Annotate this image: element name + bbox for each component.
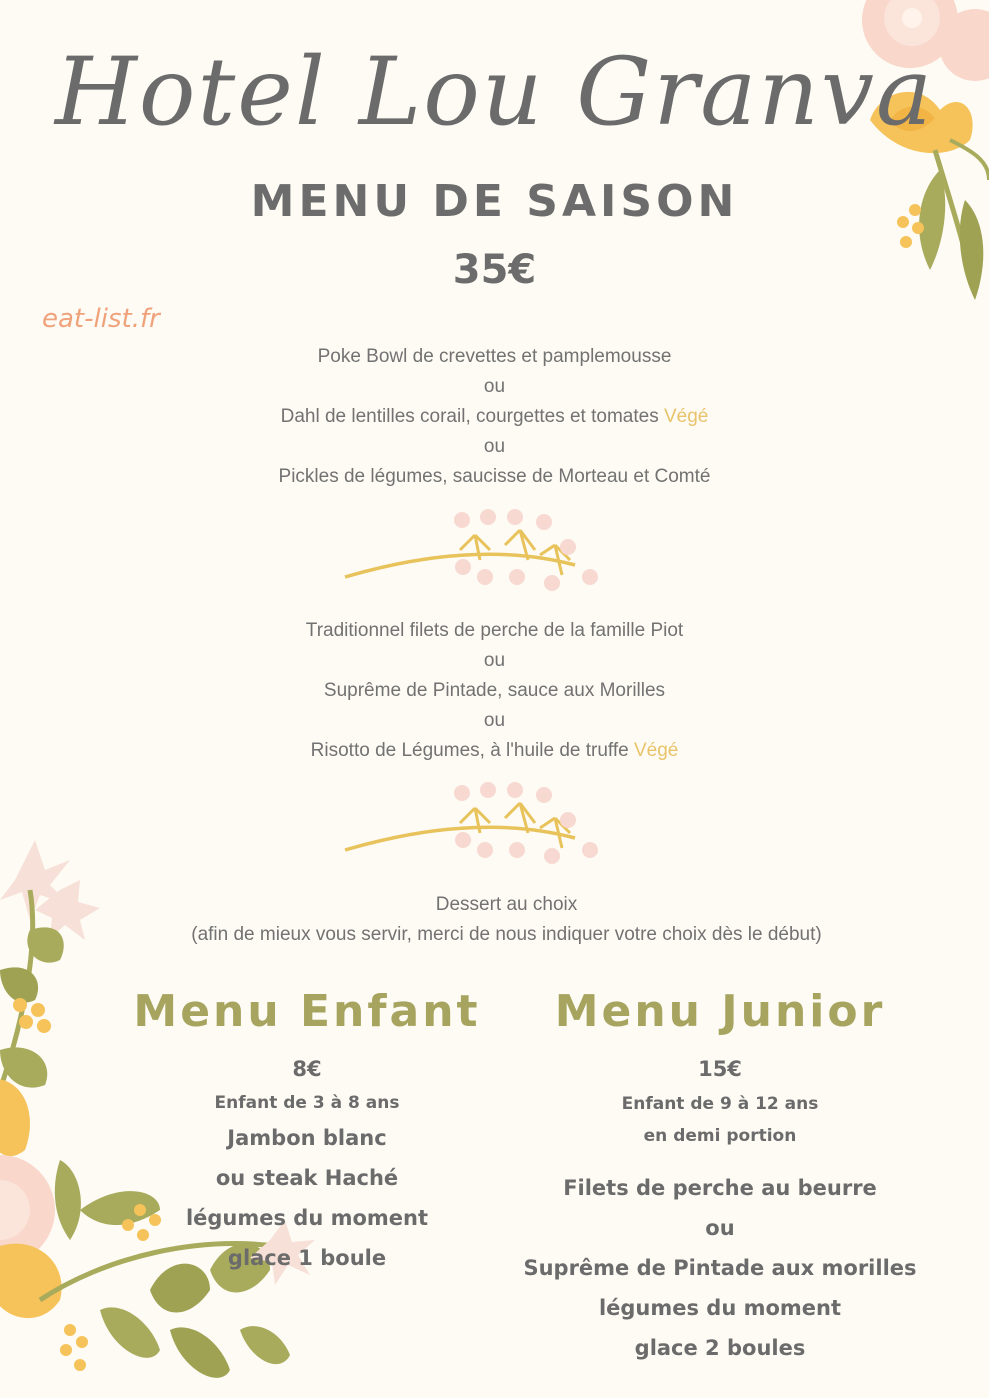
menu-enfant-item: Jambon blanc [227, 1126, 387, 1150]
menu-junior-item: ou [705, 1216, 735, 1240]
mains-list [0, 616, 989, 766]
menu-junior-item: glace 2 boules [634, 1336, 806, 1360]
menu-junior-item: Filets de perche au beurre [563, 1176, 877, 1200]
menu-price: 35€ [452, 247, 537, 293]
menu-junior-price: 15€ [698, 1057, 742, 1081]
starter-line: Dahl de lentilles corail, courgettes et tomates Végé [280, 406, 709, 427]
menu-enfant-item: ou steak Haché [215, 1166, 399, 1190]
main-line: Risotto de Légumes, à l'huile de truffe Végé [310, 740, 679, 761]
menu-enfant [117, 982, 497, 1278]
menu-junior-title: Menu Junior [554, 986, 886, 1037]
menu-junior-item: Suprême de Pintade aux morilles [523, 1256, 917, 1280]
starter-line: ou [483, 376, 506, 397]
watermark-link[interactable]: eat-list.fr [42, 304, 160, 334]
dessert-title: Dessert au choix [435, 894, 578, 915]
main-line: ou [483, 710, 506, 731]
starters-list [0, 342, 989, 492]
starter-line: Pickles de légumes, saucisse de Morteau et Comté [278, 466, 711, 487]
menu-title: MENU DE SAISON [250, 176, 739, 227]
vege-tag: Végé [663, 406, 709, 427]
menu-enfant-price: 8€ [292, 1057, 322, 1081]
dessert-note: (afin de mieux vous servir, merci de nous indiquer votre choix dès le début) [191, 924, 822, 945]
menu-junior [520, 982, 920, 1368]
main-line: ou [483, 650, 506, 671]
menu-enfant-title: Menu Enfant [133, 986, 481, 1037]
menu-enfant-item: glace 1 boule [227, 1246, 387, 1270]
sprig-divider-icon [340, 778, 610, 868]
menu-junior-age: Enfant de 9 à 12 ans [621, 1094, 819, 1114]
menu-junior-item: légumes du moment [598, 1296, 842, 1320]
main-line: Suprême de Pintade, sauce aux Morilles [323, 680, 666, 701]
main-line: Traditionnel filets de perche de la famille Piot [305, 620, 684, 641]
menu-junior-age-note: en demi portion [643, 1126, 797, 1146]
starter-line: ou [483, 436, 506, 457]
menu-enfant-item: légumes du moment [185, 1206, 429, 1230]
starter-line: Poke Bowl de crevettes et pamplemousse [317, 346, 672, 367]
sprig-divider-icon [340, 505, 610, 595]
menu-enfant-age: Enfant de 3 à 8 ans [214, 1093, 400, 1113]
dessert-section [12, 890, 989, 950]
vege-tag: Végé [633, 740, 679, 761]
hotel-name: Hotel Lou Granva [54, 38, 935, 147]
